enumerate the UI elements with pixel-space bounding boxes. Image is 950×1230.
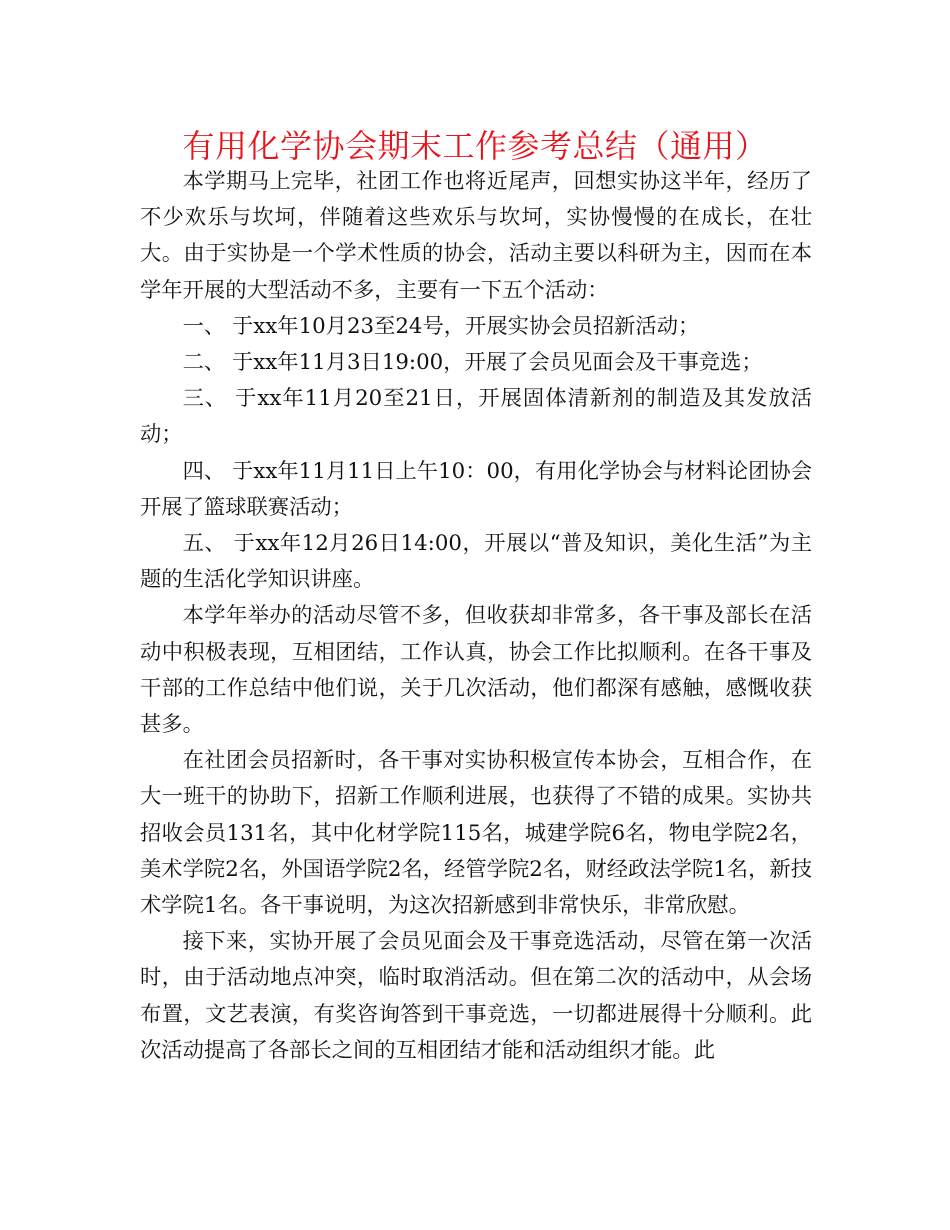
activity-item-1: 一、 于xx年10月23至24号，开展实协会员招新活动； [182,313,700,339]
document-body [140,164,812,1069]
summary-paragraph: 本学年举办的活动尽管不多，但收获却非常多，各干事及部长在活动中积极表现，互相团结，工作认真，协会工作比拟顺利。在各干事及干部的工作总结中他们说，关于几次活动，他们都深有感触，感慨收获甚多。 [140,603,812,738]
activity-item-5: 五、 于xx年12月26日14:00，开展以“普及知识，美化生活”为主题的生活化学知识讲座。 [140,531,812,593]
recruitment-paragraph: 在社团会员招新时，各干事对实协积极宣传本协会，互相合作，在大一班干的协助下，招新工作顺利进展，也获得了不错的成果。实协共招收会员131名，其中化材学院115名，城建学院6名，物电学院2名，美术学院2名，外国语学院2名，经管学院2名，财经政法学院1名，新技术学院1名。各干事说明，为这次招新感到非常快乐，非常欣慰。 [140,748,812,919]
activity-item-4: 四、 于xx年11月11日上午10：00，有用化学协会与材料论团协会开展了篮球联赛活动； [140,458,812,520]
activity-item-3: 三、 于xx年11月20至21日，开展固体清新剂的制造及其发放活动； [140,386,812,448]
document-title: 有用化学协会期末工作参考总结（通用） [182,127,768,165]
intro-paragraph: 本学期马上完毕，社团工作也将近尾声，回想实协这半年，经历了不少欢乐与坎坷，伴随着这些欢乐与坎坷，实协慢慢的在成长，在壮大。由于实协是一个学术性质的协会，活动主要以科研为主，因而在本学年开展的大型活动不多，主要有一下五个活动： [140,169,812,303]
meeting-paragraph: 接下来，实协开展了会员见面会及干事竞选活动，尽管在第一次活时，由于活动地点冲突，临时取消活动。但在第二次的活动中，从会场布置，文艺表演，有奖咨询答到干事竞选，一切都进展得十分顺利。此次活动提高了各部长之间的互相团结才能和活动组织才能。此 [140,929,812,1063]
activity-item-2: 二、 于xx年11月3日19:00，开展了会员见面会及干事竞选； [182,350,763,376]
